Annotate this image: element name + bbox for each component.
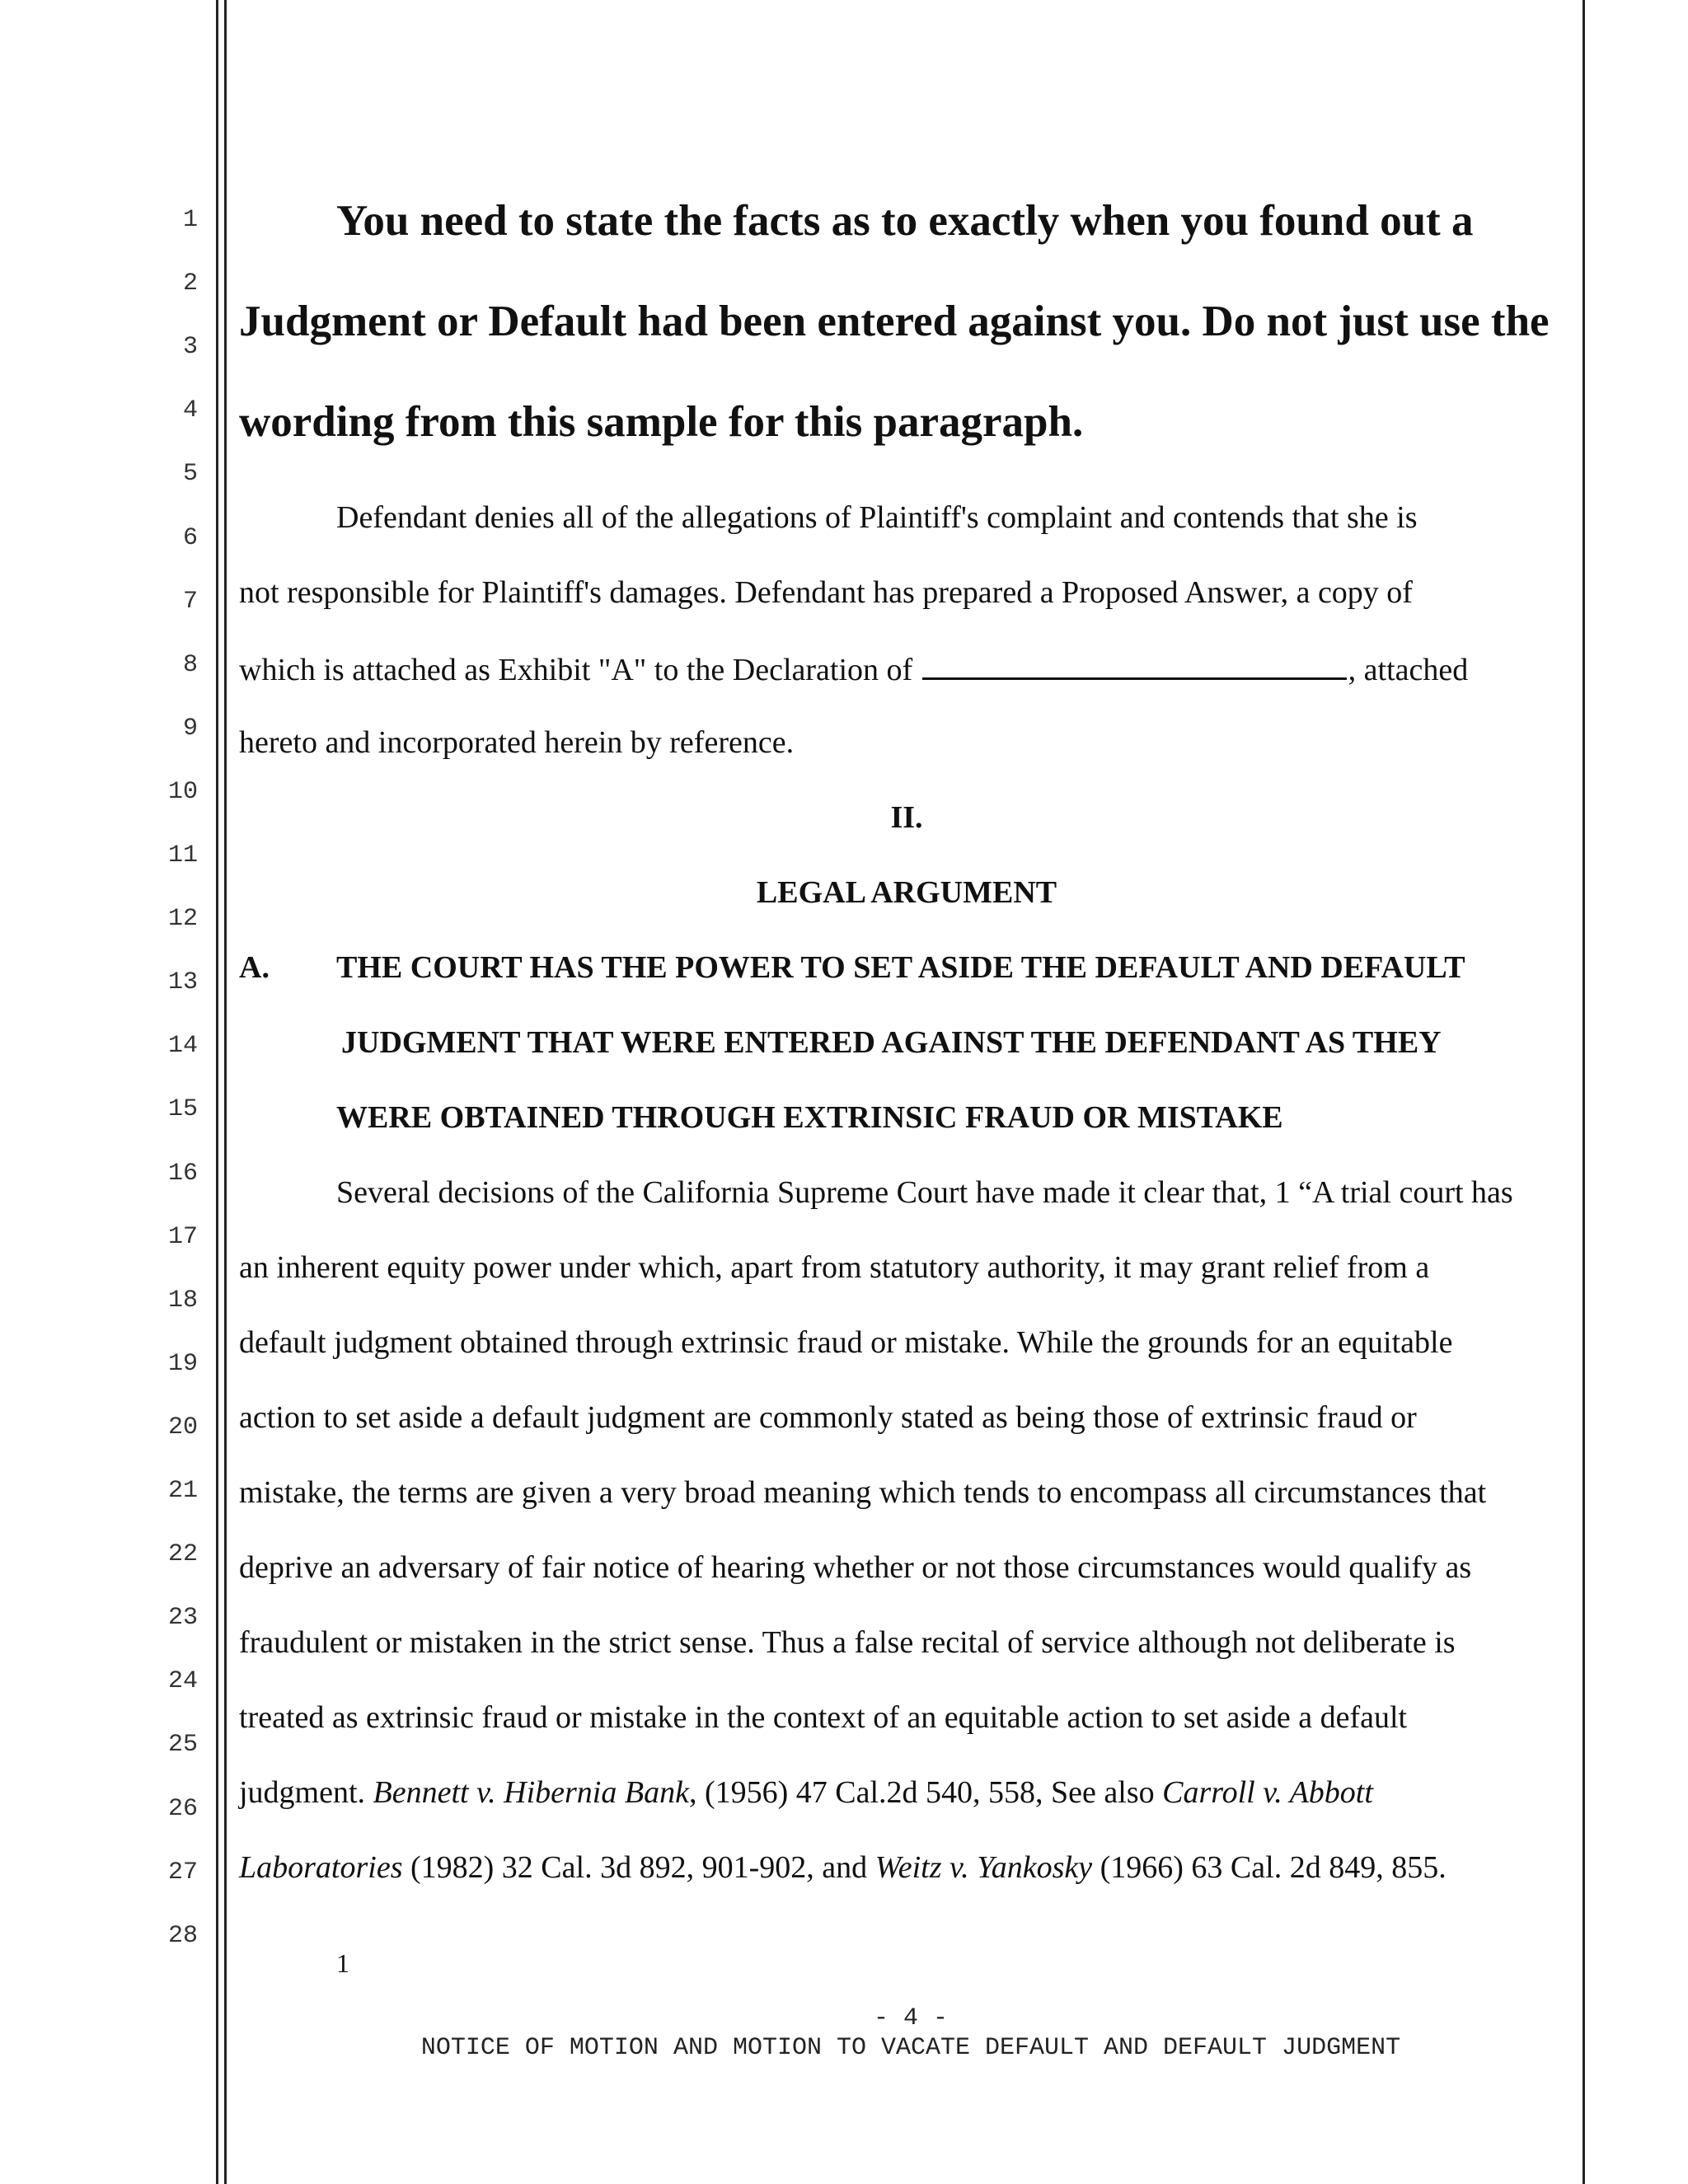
line-number: 5 <box>182 460 198 488</box>
line-number: 24 <box>167 1667 198 1695</box>
paragraph2-line-6: deprive an adversary of fair notice of hearing whether or not those circumstances would qualify as <box>239 1550 1472 1585</box>
subheading-line-3: WERE OBTAINED THROUGH EXTRINSIC FRAUD OR MISTAKE <box>336 1100 1283 1135</box>
case-citation-weitz: Weitz v. Yankosky <box>874 1850 1093 1885</box>
line-number: 22 <box>167 1540 198 1568</box>
section-number: II. <box>890 800 923 835</box>
paragraph1-line-3-before: which is attached as Exhibit "A" to the Declaration of <box>239 653 913 687</box>
line-number: 12 <box>167 905 198 933</box>
line-number: 2 <box>182 269 198 298</box>
line-number: 18 <box>167 1286 198 1315</box>
line-number: 28 <box>167 1922 198 1950</box>
footnote-marker: 1 <box>336 1948 349 1978</box>
line-number: 26 <box>167 1795 198 1823</box>
line-number: 15 <box>167 1095 198 1123</box>
paragraph2-line-1: Several decisions of the California Supreme Court have made it clear that, 1 “A trial court has <box>336 1175 1513 1210</box>
declarant-name-blank[interactable] <box>922 649 1347 680</box>
paragraph1-line-3-after: , attached <box>1348 653 1469 687</box>
paragraph2-line-3: default judgment obtained through extrinsic fraud or mistake. While the grounds for an equitable <box>239 1325 1453 1360</box>
paragraph2-line-5: mistake, the terms are given a very broad meaning which tends to encompass all circumstances that <box>239 1475 1487 1510</box>
line-number: 11 <box>167 841 198 869</box>
subheading-line-1 <box>239 949 1672 986</box>
case-citation-carroll-cont: Laboratories <box>239 1850 403 1885</box>
paragraph2-line-9-b: , (1956) 47 Cal.2d 540, 558, See also <box>688 1775 1163 1810</box>
paragraph2-line-10 <box>239 1849 1574 1886</box>
instruction-line-3: wording from this sample for this paragraph. <box>239 398 1084 446</box>
line-number: 7 <box>182 588 198 616</box>
line-number: 20 <box>167 1413 198 1441</box>
paragraph1-line-2: not responsible for Plaintiff's damages. Defendant has prepared a Proposed Answer, a copy of <box>239 575 1413 610</box>
paragraph2-line-9 <box>239 1774 1574 1811</box>
margin-rule-left-outer <box>216 0 218 2184</box>
margin-rule-left-inner <box>224 0 227 2184</box>
paragraph2-line-7: fraudulent or mistaken in the strict sense. Thus a false recital of service although not deliberate is <box>239 1625 1456 1660</box>
page-number: - 4 - <box>873 2004 948 2032</box>
line-number: 16 <box>167 1160 198 1188</box>
footer-document-title: NOTICE OF MOTION AND MOTION TO VACATE DEFAULT AND DEFAULT JUDGMENT <box>420 2034 1401 2062</box>
paragraph2-line-10-a: (1982) 32 Cal. 3d 892, 901-902, and <box>402 1850 875 1885</box>
section-title: LEGAL ARGUMENT <box>756 875 1057 910</box>
line-number: 10 <box>167 778 198 806</box>
instruction-line-1: You need to state the facts as to exactly when you found out a <box>336 197 1474 245</box>
line-number: 17 <box>167 1223 198 1251</box>
margin-rule-right <box>1582 0 1585 2184</box>
line-number: 14 <box>167 1032 198 1060</box>
line-number: 23 <box>167 1604 198 1632</box>
line-number: 27 <box>167 1858 198 1886</box>
line-number: 25 <box>167 1731 198 1759</box>
paragraph1-line-1: Defendant denies all of the allegations of Plaintiff's complaint and contends that she is <box>336 500 1418 535</box>
line-number: 8 <box>182 651 198 679</box>
line-number: 4 <box>182 396 198 424</box>
paragraph2-line-9-a: judgment. <box>239 1775 373 1810</box>
line-number: 13 <box>167 968 198 996</box>
line-number: 1 <box>182 206 198 234</box>
line-number: 21 <box>167 1477 198 1505</box>
paragraph2-line-8: treated as extrinsic fraud or mistake in the context of an equitable action to set aside a default <box>239 1700 1408 1735</box>
paragraph2-line-10-b: (1966) 63 Cal. 2d 849, 855. <box>1092 1850 1447 1885</box>
paragraph2-line-2: an inherent equity power under which, apart from statutory authority, it may grant relief from a <box>239 1250 1430 1285</box>
line-number: 6 <box>182 524 198 552</box>
case-citation-carroll: Carroll v. Abbott <box>1162 1775 1373 1810</box>
paragraph1-line-4: hereto and incorporated herein by reference. <box>239 725 795 760</box>
subheading-letter: A. <box>239 950 270 985</box>
case-citation-bennett: Bennett v. Hibernia Bank <box>373 1775 689 1810</box>
line-number: 19 <box>167 1350 198 1378</box>
paragraph2-line-4: action to set aside a default judgment are commonly stated as being those of extrinsic fraud or <box>239 1400 1417 1435</box>
line-number: 9 <box>182 715 198 743</box>
instruction-line-2: Judgment or Default had been entered against you. Do not just use the <box>239 298 1550 345</box>
line-number: 3 <box>182 333 198 361</box>
paragraph1-line-3 <box>239 649 1574 688</box>
subheading-line-1-text: THE COURT HAS THE POWER TO SET ASIDE THE DEFAULT AND DEFAULT <box>336 950 1465 985</box>
subheading-line-2: JUDGMENT THAT WERE ENTERED AGAINST THE DEFENDANT AS THEY <box>341 1025 1442 1060</box>
